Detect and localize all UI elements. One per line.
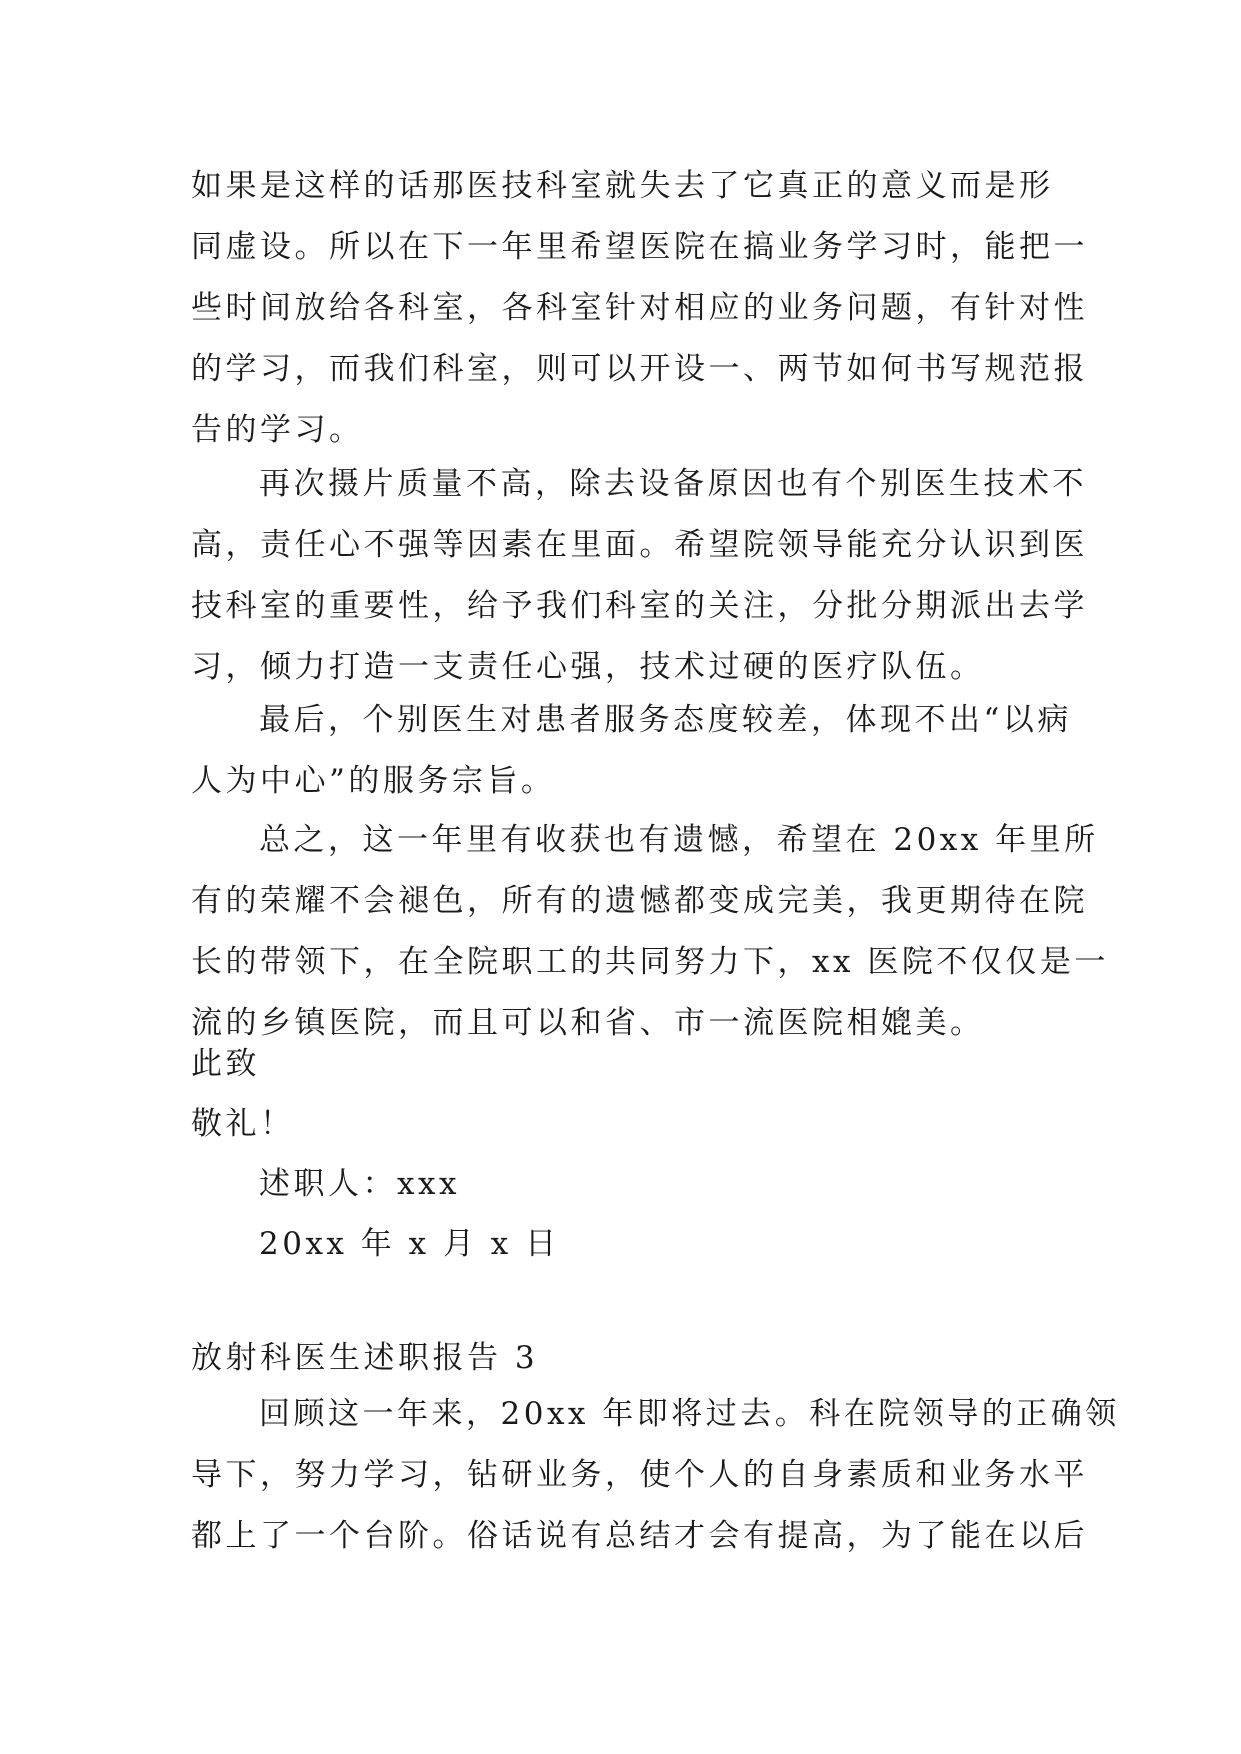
paragraph-line: 最后，个别医生对患者服务态度较差，体现不出“以病	[259, 702, 1072, 738]
paragraph-line: 回顾这一年来，20xx 年即将过去。科在院领导的正确领	[259, 1396, 1120, 1432]
paragraph-line: 有的荣耀不会褪色，所有的遗憾都变成完美，我更期待在院	[191, 883, 1088, 919]
date-line: 20xx 年 x 月 x 日	[259, 1226, 560, 1262]
paragraph-line: 些时间放给各科室，各科室针对相应的业务问题，有针对性	[191, 290, 1088, 326]
paragraph-line: 都上了一个台阶。俗话说有总结才会有提高，为了能在以后	[191, 1518, 1088, 1554]
paragraph-2	[191, 454, 1088, 698]
paragraph-line: 再次摄片质量不高，除去设备原因也有个别医生技术不	[259, 466, 1087, 502]
paragraph-5	[191, 1384, 1120, 1567]
paragraph-line: 导下，努力学习，钻研业务，使个人的自身素质和业务水平	[191, 1457, 1088, 1493]
paragraph-line: 技科室的重要性，给予我们科室的关注，分批分期派出去学	[191, 588, 1088, 624]
paragraph-line: 人为中心”的服务宗旨。	[191, 763, 556, 799]
paragraph-line: 流的乡镇医院，而且可以和省、市一流医院相媲美。	[191, 1005, 985, 1041]
section-title: 放射科医生述职报告 3	[191, 1340, 539, 1376]
paragraph-line: 告的学习。	[191, 412, 364, 448]
paragraph-line: 同虚设。所以在下一年里希望医院在搞业务学习时，能把一	[191, 229, 1088, 265]
paragraph-line: 长的带领下，在全院职工的共同努力下，xx 医院不仅仅是一	[191, 944, 1109, 980]
paragraph-line: 高，责任心不强等因素在里面。希望院领导能充分认识到医	[191, 527, 1088, 563]
closing-salutation: 此致	[191, 1046, 260, 1082]
paragraph-3	[191, 690, 1072, 812]
paragraph-4	[191, 810, 1109, 1054]
paragraph-line: 总之，这一年里有收获也有遗憾，希望在 20xx 年里所	[259, 822, 1099, 858]
paragraph-line: 习，倾力打造一支责任心强，技术过硬的医疗队伍。	[191, 649, 985, 685]
paragraph-1	[191, 156, 1088, 461]
paragraph-line: 如果是这样的话那医技科室就失去了它真正的意义而是形	[191, 168, 1054, 204]
closing-regards: 敬礼！	[191, 1106, 295, 1142]
signer-line: 述职人：xxx	[259, 1166, 460, 1202]
paragraph-line: 的学习，而我们科室，则可以开设一、两节如何书写规范报	[191, 351, 1088, 387]
